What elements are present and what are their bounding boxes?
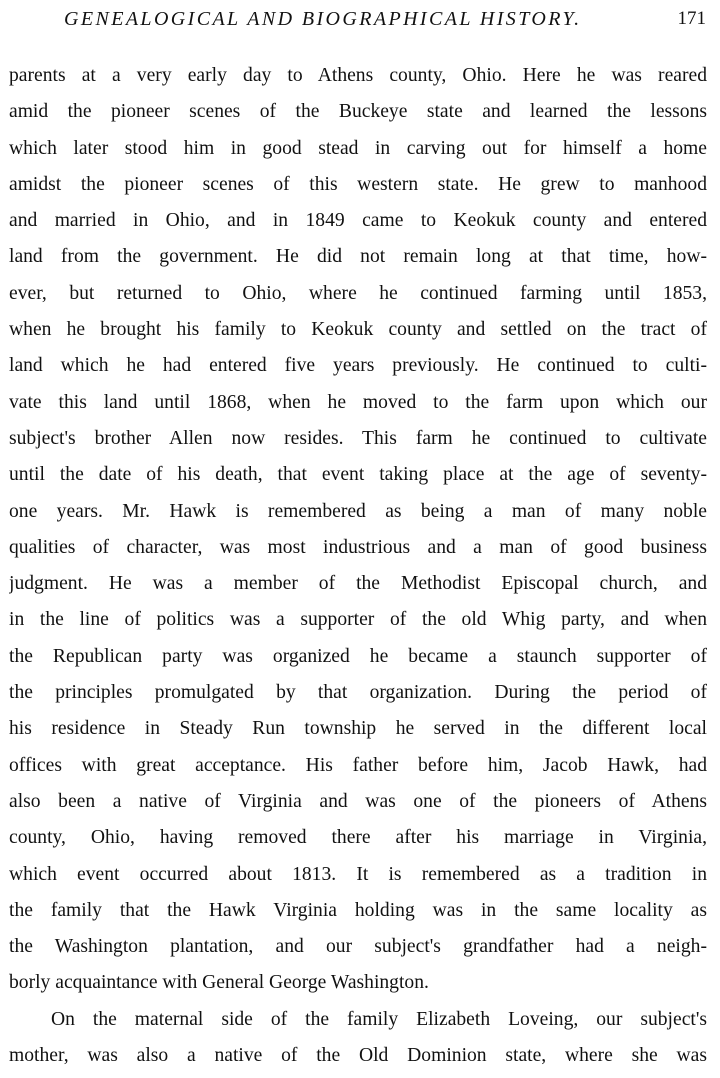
running-title: GENEALOGICAL AND BIOGRAPHICAL HISTORY. [64, 8, 582, 30]
text-line: the Republican party was organized he became a staunch supporter of [9, 645, 707, 667]
text-line: land which he had entered five years previously. He continued to culti- [9, 355, 707, 377]
text-line: land from the government. He did not remain long at that time, how- [9, 246, 707, 268]
text-line: which event occurred about 1813. It is remembered as a tradition in [9, 863, 707, 885]
text-line: his residence in Steady Run township he served in the different local [9, 718, 707, 740]
text-line: the family that the Hawk Virginia holding was in the same locality as [9, 899, 707, 921]
text-line: parents at a very early day to Athens county, Ohio. Here he was reared [9, 65, 707, 86]
running-head [0, 8, 720, 40]
text-line: amidst the pioneer scenes of this western state. He grew to manhood [9, 173, 707, 195]
text-line: amid the pioneer scenes of the Buckeye state and learned the lessons [9, 101, 707, 123]
text-line: one years. Mr. Hawk is remembered as being a man of many noble [9, 500, 707, 522]
text-line: which later stood him in good stead in carving out for himself a home [9, 137, 707, 159]
text-line: when he brought his family to Keokuk county and settled on the tract of [9, 319, 707, 341]
text-line: the principles promulgated by that organization. During the period of [9, 682, 707, 704]
text-line: and married in Ohio, and in 1849 came to Keokuk county and entered [9, 210, 707, 232]
body-text [9, 58, 707, 1074]
text-line: judgment. He was a member of the Methodist Episcopal church, and [9, 573, 707, 595]
text-line: in the line of politics was a supporter of the old Whig party, and when [9, 609, 707, 631]
text-line: On the maternal side of the family Elizabeth Loveing, our subject's [51, 1008, 707, 1030]
text-line: county, Ohio, having removed there after his marriage in Virginia, [9, 827, 707, 849]
text-line: until the date of his death, that event taking place at the age of seventy- [9, 464, 707, 486]
text-line: vate this land until 1868, when he moved to the farm upon which our [9, 391, 707, 413]
text-line: also been a native of Virginia and was one of the pioneers of Athens [9, 790, 707, 812]
text-line: borly acquaintance with General George Washington. [9, 972, 429, 994]
page-number: 171 [677, 8, 706, 29]
text-line: subject's brother Allen now resides. This farm he continued to cultivate [9, 427, 707, 449]
text-line: the Washington plantation, and our subject's grandfather had a neigh- [9, 936, 707, 958]
text-line: offices with great acceptance. His father before him, Jacob Hawk, had [9, 754, 707, 776]
text-line: mother, was also a native of the Old Dominion state, where she was [9, 1045, 707, 1067]
text-line: ever, but returned to Ohio, where he continued farming until 1853, [9, 282, 707, 304]
text-line: qualities of character, was most industrious and a man of good business [9, 536, 707, 558]
